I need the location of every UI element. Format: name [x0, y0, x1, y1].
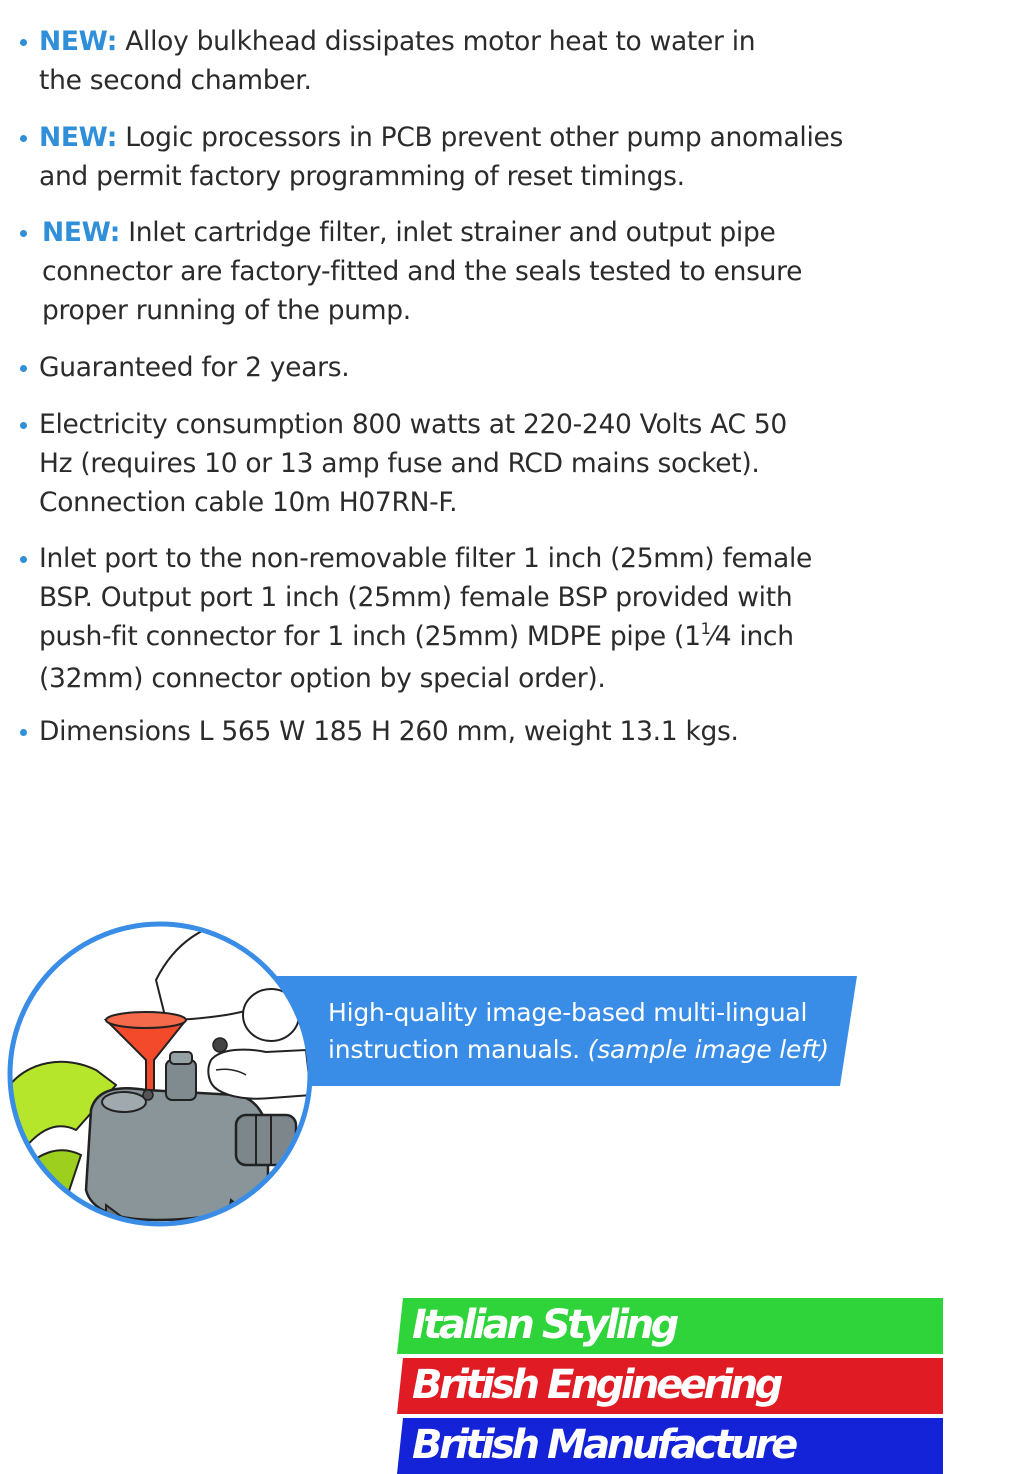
stripe-label: British Engineering: [412, 1362, 780, 1408]
banner-line-1: High-quality image-based multi-lingual: [328, 998, 808, 1027]
stripe-british-manufacture: [397, 1418, 943, 1474]
fraction-numerator: 1: [700, 619, 711, 638]
line-with-fraction: push-fit connector for 1 inch (25mm) MDPE pipe ($1^1⁄4$ inch: [39, 619, 794, 652]
new-tag: NEW:: [39, 122, 118, 153]
line: (32mm) connector option by special order).: [39, 663, 606, 694]
line: Inlet port to the non-removable filter 1 inch (25mm) female: [39, 543, 813, 574]
list-item: [20, 712, 739, 751]
bullet-dot: [20, 135, 27, 142]
line: proper running of the pump.: [42, 295, 411, 326]
stripe-italian-styling: [397, 1298, 943, 1354]
banner-line-2-italic: (sample image left): [587, 1035, 829, 1064]
line: Hz (requires 10 or 13 amp fuse and RCD mains socket).: [39, 448, 760, 479]
stripe-label: British Manufacture: [412, 1422, 795, 1468]
line: Electricity consumption 800 watts at 220-240 Volts AC 50: [39, 409, 787, 440]
new-tag: NEW:: [42, 217, 121, 248]
list-item: [20, 22, 755, 100]
banner-line-2-text: instruction manuals.: [328, 1035, 580, 1064]
line: the second chamber.: [39, 65, 312, 96]
bullet-dot: [20, 39, 27, 46]
list-item: [20, 118, 843, 196]
pump-manual-illustration: [6, 920, 314, 1228]
list-item: [20, 405, 787, 522]
line: Guaranteed for 2 years.: [39, 352, 350, 383]
line: Logic processors in PCB prevent other pump anomalies: [125, 122, 844, 153]
line: connector are factory-fitted and the seals tested to ensure: [42, 256, 803, 287]
line: BSP. Output port 1 inch (25mm) female BSP provided with: [39, 582, 793, 613]
banner-line-2: [328, 1031, 848, 1068]
line: Dimensions L 565 W 185 H 260 mm, weight 13.1 kgs.: [39, 716, 739, 747]
bullet-text: [39, 118, 843, 157]
stripe-label: Italian Styling: [412, 1302, 676, 1348]
bullet-dot: [20, 230, 27, 237]
list-item: [20, 348, 349, 387]
bullet-text: [39, 22, 755, 61]
line: push-fit connector for 1 inch (25mm) MDPE pipe (1: [39, 621, 701, 652]
line: Alloy bulkhead dissipates motor heat to water in: [125, 26, 756, 57]
new-tag: NEW:: [39, 26, 118, 57]
fraction-unit: inch: [739, 621, 794, 652]
bullet-text: [39, 213, 802, 252]
bullet-dot: [20, 365, 27, 372]
banner-text: [328, 994, 848, 1068]
line: Connection cable 10m H07RN-F.: [39, 487, 458, 518]
bullet-dot: [20, 556, 27, 563]
fraction-denominator: 4: [714, 621, 732, 652]
line: Inlet cartridge filter, inlet strainer and output pipe: [128, 217, 776, 248]
line: and permit factory programming of reset timings.: [39, 161, 685, 192]
list-item: [20, 213, 802, 330]
bullet-dot: [20, 422, 27, 429]
stripe-british-engineering: [397, 1358, 943, 1414]
list-item: [20, 539, 812, 698]
bullet-dot: [20, 729, 27, 736]
